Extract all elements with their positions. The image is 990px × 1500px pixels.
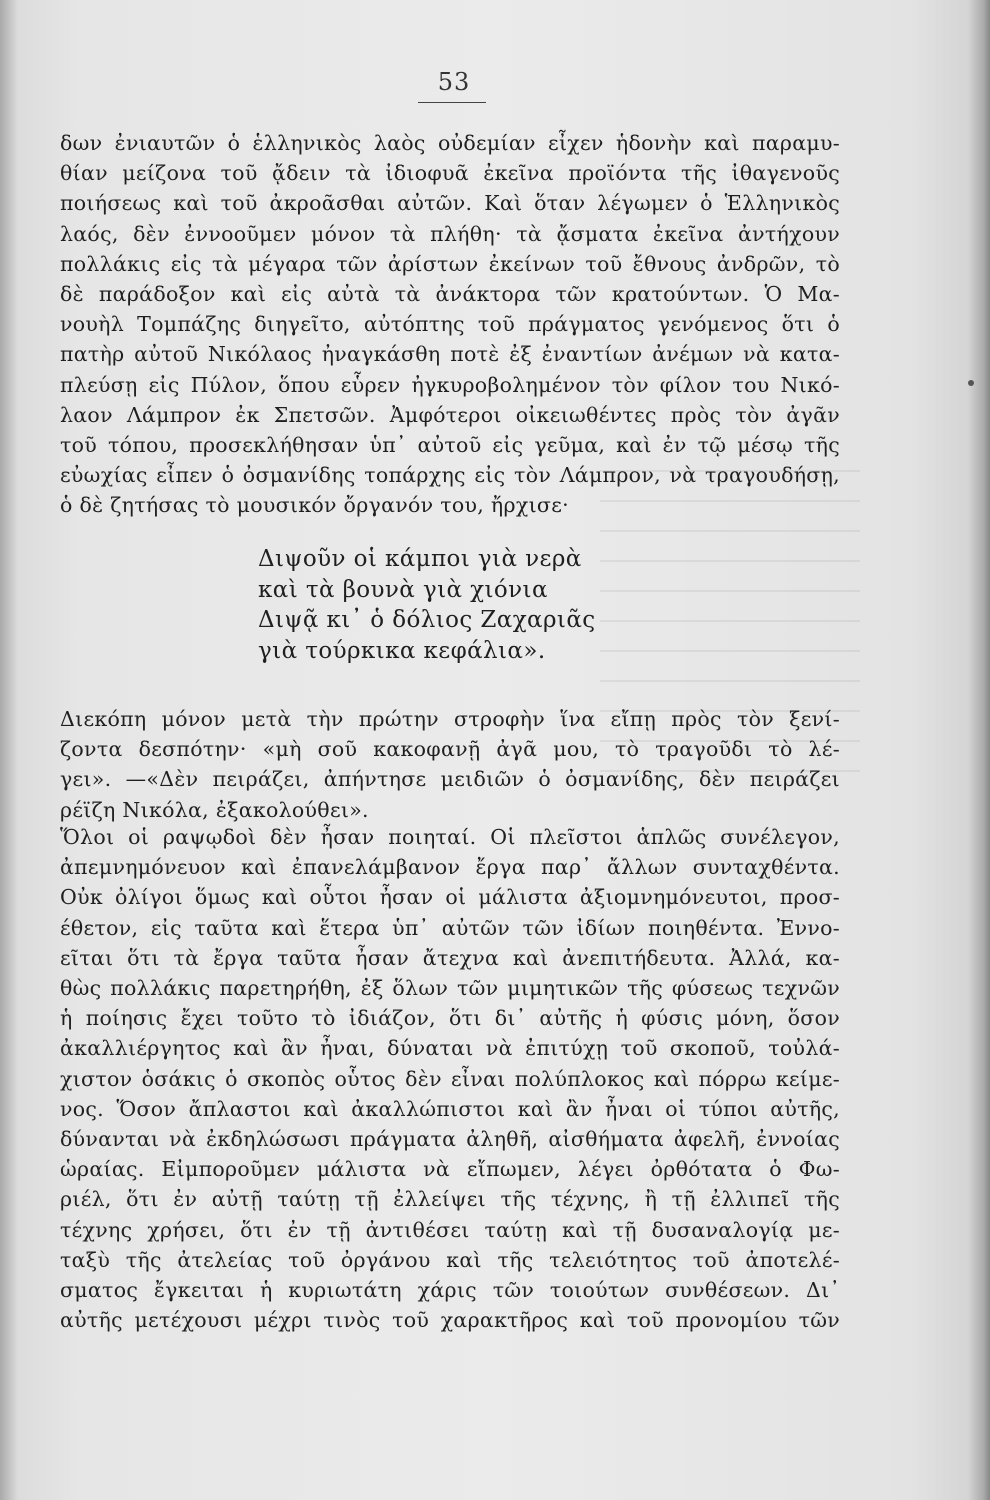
text-line: σματος ἔγκειται ἡ κυριωτάτη χάρις τῶν τοιούτων συνθέσεων. Δι᾽ [60, 1278, 840, 1303]
text-line: θὼς πολλάκις παρετηρήθη, ἐξ ὅλων τῶν μιμητικῶν τῆς φύσεως τεχνῶν [60, 976, 840, 1001]
text-line: έθετον, εἰς ταῦτα καὶ ἕτερα ὑπ᾽ αὐτῶν τῶν ἰδίων ποιηθέντα. Ἐννο- [60, 915, 840, 940]
verse-line: Διψᾷ κι᾽ ὁ δόλιος Ζαχαριᾶς [258, 607, 596, 633]
text-line: ὡραίας. Εἰμποροῦμεν μάλιστα νὰ εἴπωμεν, λέγει ὀρθότατα ὁ Φω- [60, 1157, 840, 1182]
text-line: ἀκαλλιέργητος καὶ ἂν ἦναι, δύναται νὰ ἐπιτύχῃ τοῦ σκοποῦ, τοὐλά- [60, 1036, 840, 1061]
text-line: ἀπεμνημόνευον καὶ ἐπανελάμβανον ἔργα παρ᾽ ἄλλων συνταχθέντα. [60, 855, 840, 880]
page-number: 53 [437, 68, 471, 96]
paragraph-3 [60, 822, 840, 1335]
text-line: εὐωχίας εἶπεν ὁ ὀσμανίδης τοπάρχης εἰς τὸν Λάμπρον, νὰ τραγουδήσῃ, [60, 463, 840, 488]
text-line: Διεκόπη μόνον μετὰ τὴν πρώτην στροφὴν ἵνα εἴπῃ πρὸς τὸν ξενί- [60, 707, 840, 731]
text-line: λαον Λάμπρον ἐκ Σπετσῶν. Ἀμφότεροι οἰκειωθέντες πρὸς τὸν ἀγᾶν [60, 402, 840, 427]
text-line: νος. Ὅσον ἄπλαστοι καὶ ἀκαλλώπιστοι καὶ ἂν ἦναι οἱ τύποι αὐτῆς, [60, 1096, 840, 1121]
text-line: δὲ παράδοξον καὶ εἰς αὐτὰ τὰ ἀνάκτορα τῶν κρατούντων. Ὁ Μα- [60, 282, 840, 307]
text-line: λαός, δὲν ἐννοοῦμεν μόνον τὰ πλήθη· τὰ ᾄσματα ἐκεῖνα ἀντήχουν [60, 221, 840, 246]
text-line: γει». —«Δὲν πειράζει, ἀπήντησε μειδιῶν ὁ ὀσμανίδης, δὲν πειράζει [60, 767, 840, 792]
verse-line: καὶ τὰ βουνὰ γιὰ χιόνια [258, 576, 548, 603]
text-line: ποιήσεως καὶ τοῦ ἀκροᾶσθαι αὐτῶν. Καὶ ὅταν λέγωμεν ὁ Ἑλληνικὸς [60, 191, 840, 216]
ink-speck [968, 380, 974, 386]
text-line: τοῦ τόπου, προσεκλήθησαν ὑπ᾽ αὐτοῦ εἰς γεῦμα, καὶ ἐν τῷ μέσῳ τῆς [60, 433, 840, 458]
text-line: θίαν μείζονα τοῦ ᾄδειν τὰ ἰδιοφυᾶ ἐκεῖνα προϊόντα τῆς ἰθαγενοῦς [60, 161, 840, 186]
text-line: ἡ ποίησις ἔχει τοῦτο τὸ ἰδιάζον, ὅτι δι᾽ αὐτῆς ἡ φύσις μόνη, ὅσον [60, 1006, 840, 1031]
verse-line: γιὰ τούρκικα κεφάλια». [258, 637, 546, 664]
text-line: δων ἐνιαυτῶν ὁ ἑλληνικὸς λαὸς οὐδεμίαν εἶχεν ἡδονὴν καὶ παραμυ- [60, 131, 840, 155]
text-line: πλεύσῃ εἰς Πύλον, ὅπου εὗρεν ἠγκυροβολημένον τὸν φίλον του Νικό- [60, 372, 840, 397]
verse-line: Διψοῦν οἱ κάμποι γιὰ νερὰ [258, 546, 582, 572]
paragraph-2 [60, 704, 840, 825]
text-line: Οὐκ ὀλίγοι ὅμως καὶ οὗτοι ἦσαν οἱ μάλιστα ἀξιομνημόνευτοι, προσ- [60, 885, 840, 910]
text-line: ὁ δὲ ζητήσας τὸ μουσικόν ὄργανόν του, ἤρχισε· [60, 493, 569, 518]
text-line: ταξὺ τῆς ἀτελείας τοῦ ὀργάνου καὶ τῆς τελειότητος τοῦ ἀποτελέ- [60, 1247, 840, 1272]
text-line: χιστον ὁσάκις ὁ σκοπὸς οὗτος δὲν εἶναι πολύπλοκος καὶ πόρρω κείμε- [60, 1066, 840, 1091]
song-verse [258, 544, 596, 666]
text-line: εῖται ὅτι τὰ ἔργα ταῦτα ἦσαν ἄτεχνα καὶ ἀνεπιτήδευτα. Ἀλλά, κα- [60, 945, 840, 970]
page-number-rule [418, 102, 486, 103]
paragraph-1 [60, 128, 840, 521]
text-line: αὐτῆς μετέχουσι μέχρι τινὸς τοῦ χαρακτῆρος καὶ τοῦ προνομίου τῶν [60, 1308, 840, 1333]
text-line: τέχνης χρήσει, ὅτι ἐν τῇ ἀντιθέσει ταύτῃ καὶ τῇ δυσαναλογίᾳ με- [60, 1217, 840, 1242]
page-gutter-shadow [0, 0, 18, 1500]
text-line: νουὴλ Τομπάζης διηγεῖτο, αὐτόπτης τοῦ πράγματος γενόμενος ὅτι ὁ [60, 312, 840, 337]
text-line: πολλάκις εἰς τὰ μέγαρα τῶν ἀρίστων ἐκείνων τοῦ ἔθνους ἀνδρῶν, τὸ [60, 251, 840, 276]
text-line: Ὅλοι οἱ ραψῳδοὶ δὲν ἦσαν ποιηταί. Οἱ πλεῖστοι ἁπλῶς συνέλεγον, [60, 825, 840, 849]
page-edge-shadow [968, 0, 990, 1500]
text-line: ριέλ, ὅτι ἐν αὐτῇ ταύτῃ τῇ ἐλλείψει τῆς τέχνης, ἢ τῇ ἐλλιπεῖ τῆς [60, 1187, 840, 1212]
text-line: ρέϊζη Νικόλα, ἐξακολούθει». [60, 797, 369, 822]
text-line: πατὴρ αὐτοῦ Νικόλαος ἠναγκάσθη ποτὲ ἐξ ἐναντίων ἀνέμων νὰ κατα- [60, 342, 840, 367]
text-line: ζοντα δεσπότην· «μὴ σοῦ κακοφανῇ ἀγᾶ μου, τὸ τραγοῦδι τὸ λέ- [60, 737, 840, 762]
text-line: δύνανται νὰ ἐκδηλώσωσι πράγματα ἀληθῆ, αἰσθήματα ἀφελῆ, ἐννοίας [60, 1127, 840, 1152]
